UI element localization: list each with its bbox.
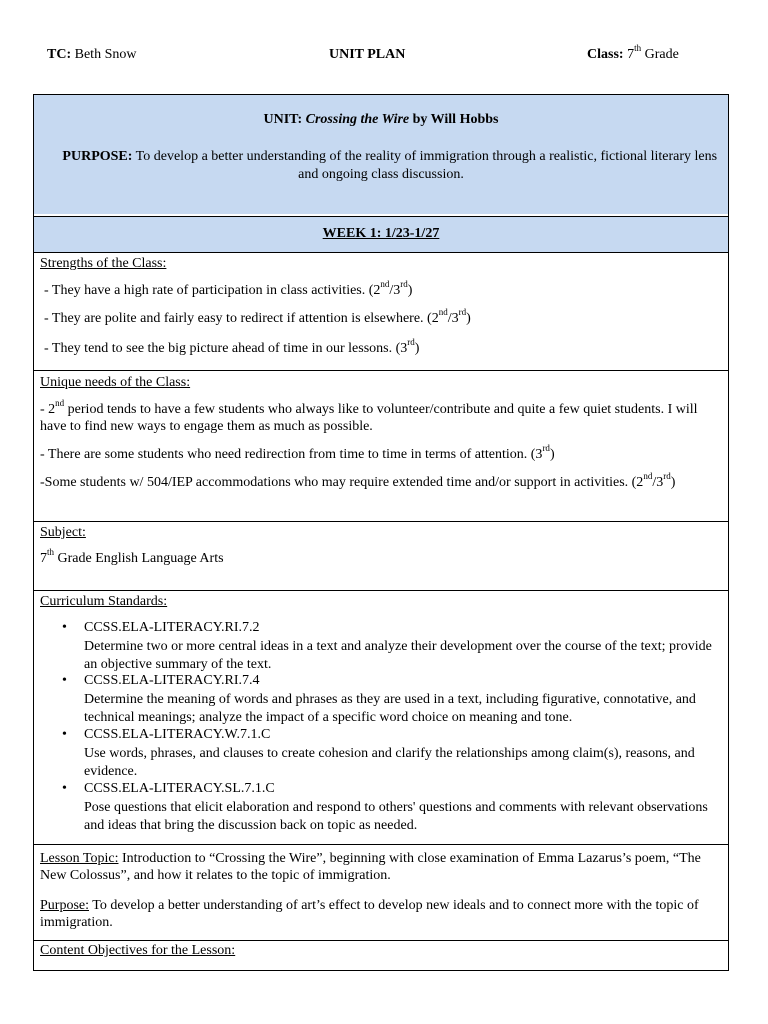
subject-text: 7th Grade English Language Arts bbox=[40, 547, 224, 566]
standard-description: Pose questions that elicit elaboration and respond to others' questions and comments with relevant observations and ideas that bring the discussion back on topic as needed. bbox=[84, 800, 708, 833]
need-item: - 2nd period tends to have a few students who always like to volunteer/contribute and quite a few quiet students. I will have to find new ways to engage them as much as possible. bbox=[40, 398, 698, 434]
objectives-section bbox=[34, 941, 728, 971]
needs-section bbox=[34, 371, 728, 521]
unit-label: UNIT: bbox=[263, 112, 303, 127]
standard-description: Use words, phrases, and clauses to create cohesion and clarify the relationships among claim(s), reasons, and evidence. bbox=[84, 746, 695, 779]
purpose-text: To develop a better understanding of the reality of immigration through a realistic, fictional literary lens and ongoing class discussion. bbox=[135, 149, 718, 182]
standards-section bbox=[34, 591, 728, 844]
lesson-topic bbox=[40, 850, 720, 884]
unit-author: by Will Hobbs bbox=[412, 112, 499, 127]
standards-label: Curriculum Standards: bbox=[40, 594, 168, 609]
strengths-section bbox=[34, 252, 728, 370]
lesson-purpose-text: To develop a better understanding of art’s effect to develop new ideals and to connect more with the topic of immigration. bbox=[40, 898, 699, 930]
tc-label: TC: bbox=[47, 47, 72, 62]
week-title: WEEK 1: 1/23-1/27 bbox=[322, 226, 440, 241]
strength-item: - They are polite and fairly easy to redirect if attention is elsewhere. (2nd/3rd) bbox=[44, 307, 471, 326]
teacher-candidate bbox=[47, 47, 136, 63]
bullet: • bbox=[62, 727, 67, 742]
bullet: • bbox=[62, 620, 67, 635]
bullet: • bbox=[62, 781, 67, 796]
standard-code: CCSS.ELA-LITERACY.RI.7.2 bbox=[84, 620, 260, 635]
page-title: UNIT PLAN bbox=[329, 47, 406, 62]
objectives-label: Content Objectives for the Lesson: bbox=[40, 943, 236, 958]
class-num: 7 bbox=[627, 47, 635, 62]
unit-book: Crossing the Wire bbox=[305, 112, 410, 127]
class-word: Grade bbox=[644, 47, 679, 62]
class-grade bbox=[587, 43, 679, 63]
purpose-label: PURPOSE: bbox=[62, 149, 133, 164]
class-sup: th bbox=[634, 43, 642, 54]
unit-header-block bbox=[34, 95, 728, 214]
lesson-purpose-label: Purpose: bbox=[40, 898, 89, 913]
tc-name: Beth Snow bbox=[74, 47, 137, 62]
lesson-topic-label: Lesson Topic: bbox=[40, 851, 119, 866]
standard-code: CCSS.ELA-LITERACY.SL.7.1.C bbox=[84, 781, 275, 796]
strengths-label: Strengths of the Class: bbox=[40, 256, 167, 271]
lesson-purpose bbox=[40, 897, 720, 931]
week-band bbox=[34, 216, 728, 253]
standard-description: Determine two or more central ideas in a text and analyze their development over the course of the text; provide an objective summary of the text. bbox=[84, 639, 712, 672]
strength-item: - They tend to see the big picture ahead of time in our lessons. (3rd) bbox=[44, 337, 420, 356]
subject-section bbox=[34, 522, 728, 590]
standard-code: CCSS.ELA-LITERACY.W.7.1.C bbox=[84, 727, 271, 742]
lesson-section bbox=[34, 845, 728, 940]
standard-description: Determine the meaning of words and phrases as they are used in a text, including figurative, connotative, and technical meanings; analyze the impact of a specific word choice on meaning and tone. bbox=[84, 692, 696, 725]
need-item: - There are some students who need redirection from time to time in terms of attention. (3rd) bbox=[40, 443, 555, 462]
strength-item: - They have a high rate of participation in class activities. (2nd/3rd) bbox=[44, 279, 413, 298]
class-label: Class: bbox=[587, 47, 624, 62]
bullet: • bbox=[62, 673, 67, 688]
unit-plan-table bbox=[33, 94, 729, 971]
unit-title bbox=[34, 112, 728, 128]
need-item: -Some students w/ 504/IEP accommodations who may require extended time and/or support in activities. (2nd/3rd) bbox=[40, 471, 676, 490]
standard-code: CCSS.ELA-LITERACY.RI.7.4 bbox=[84, 673, 260, 688]
lesson-topic-text: Introduction to “Crossing the Wire”, beginning with close examination of Emma Lazarus’s poem, “The New Colossus”, and how it relates to the topic of immigration. bbox=[40, 851, 701, 883]
needs-label: Unique needs of the Class: bbox=[40, 375, 191, 390]
subject-label: Subject: bbox=[40, 525, 86, 540]
unit-purpose bbox=[44, 148, 718, 184]
